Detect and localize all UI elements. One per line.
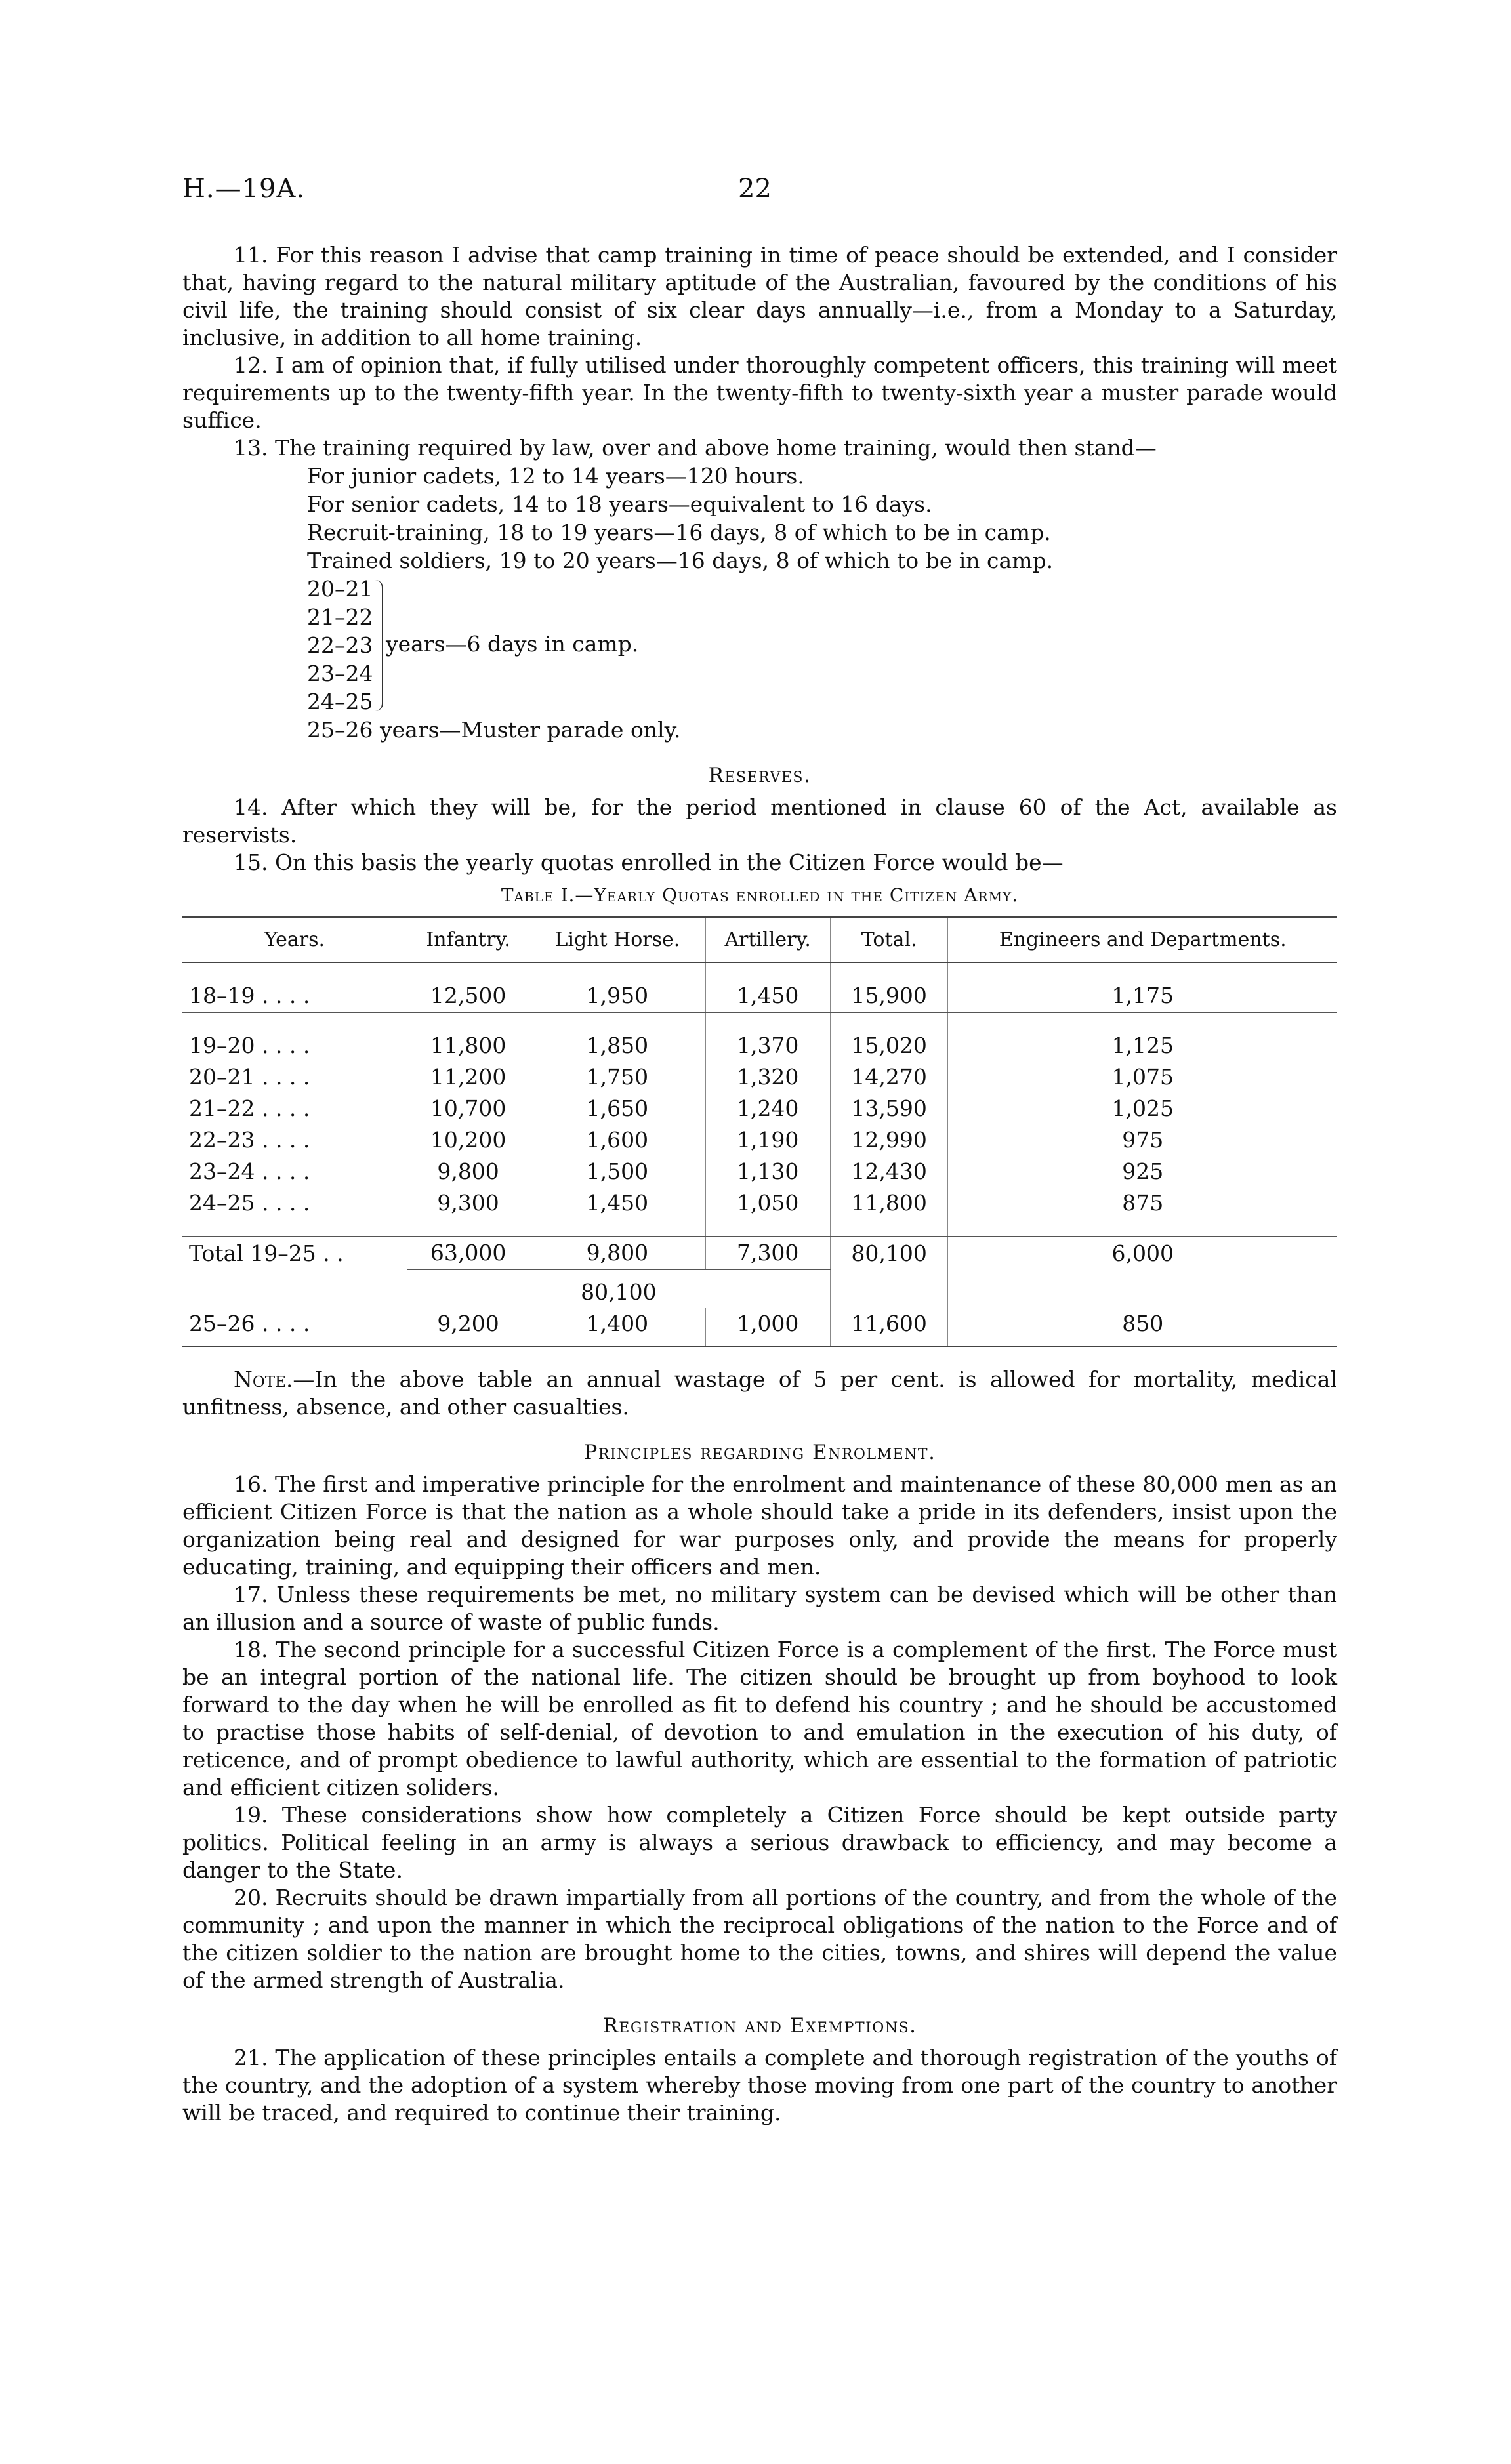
engineers-cell: 925 [948,1156,1337,1187]
artillery-cell: 1,000 [705,1308,830,1347]
document-reference: H.—19A. [182,174,306,204]
paragraph-18: 18. The second principle for a successful Citizen Force is a complement of the first. The Force must be an integral portion of the national life. The citizen should be brought up from boyhood to look forward to the day when he will be enrolled as fit to defend his country ; and he should be accustomed to practise those habits of self-denial, of devotion to and emulation in the execution of his duty, of reticence, and of prompt obedience to lawful authority, which are essential to the formation of patriotic and efficient citizen soliders. [182,1637,1337,1800]
artillery-cell: 1,320 [705,1061,830,1093]
total-cell: 13,590 [830,1093,948,1124]
light-horse-cell: 9,800 [529,1237,705,1269]
light-horse-cell: 1,500 [529,1156,705,1187]
artillery-cell: 1,370 [705,1030,830,1061]
artillery-cell: 1,240 [705,1093,830,1124]
engineers-cell: 1,175 [948,980,1337,1012]
brace [374,580,383,711]
muster-line: 25–26 years—Muster parade only. [307,717,681,743]
paragraph-17: 17. Unless these requirements be met, no military system can be devised which will be other than an illusion and a source of waste of public funds. [182,1582,1337,1635]
training-item: Trained soldiers, 19 to 20 years—16 days, 8 of which to be in camp. [307,548,1054,573]
infantry-cell: 63,000 [407,1237,529,1269]
quotas-table [182,916,1337,1347]
column-header: Total. [830,917,948,962]
table-title: Table I.—Yearly Quotas enrolled in the Citizen Army. [501,884,1019,906]
year-cell: 20–21 . . . . [189,1064,310,1090]
infantry-cell: 10,200 [407,1124,529,1156]
total-cell: 14,270 [830,1061,948,1093]
year-cell: 23–24 . . . . [189,1159,310,1184]
light-horse-cell: 1,750 [529,1061,705,1093]
infantry-cell: 12,500 [407,980,529,1012]
year-range: 22–23 [307,632,373,658]
training-item: For junior cadets, 12 to 14 years—120 hours. [307,463,804,489]
paragraph-20: 20. Recruits should be drawn impartially from all portions of the country, and from the whole of the community ; and upon the manner in which the reciprocal obligations of the nation to the Force and of the citizen soldier to the nation are brought home to the cities, towns, and shires will depend the value of the armed strength of Australia. [182,1885,1337,1993]
table-header-row [182,917,1337,962]
reserves-heading: Reserves. [708,764,812,787]
year-cell: 25–26 . . . . [182,1308,407,1347]
engineers-cell: 1,025 [948,1093,1337,1124]
bracket-total-row [182,1269,1337,1308]
artillery-cell: 7,300 [705,1237,830,1269]
total-row [182,1237,1337,1269]
year-range: 23–24 [307,661,373,686]
year-cell: Total 19–25 . . [182,1237,407,1269]
artillery-cell: 1,190 [705,1124,830,1156]
year-range: 20–21 [307,576,373,602]
total-cell: 15,020 [830,1030,948,1061]
column-header: Engineers and Departments. [948,917,1337,962]
column-header: Light Horse. [529,917,705,962]
total-cell: 80,100 [830,1237,948,1269]
infantry-cell: 9,800 [407,1156,529,1187]
light-horse-cell: 1,450 [529,1187,705,1219]
training-item: Recruit-training, 18 to 19 years—16 days, 8 of which to be in camp. [307,520,1051,545]
paragraph-11: 11. For this reason I advise that camp training in time of peace should be extended, and I consider that, having regard to the natural military aptitude of the Australian, favoured by the conditions of his civil life, the training should consist of six clear days annually—i.e., from a Monday to a Saturday, inclusive, in addition to all home training. [182,242,1337,350]
total-cell: 12,990 [830,1124,948,1156]
registration-heading: Registration and Exemptions. [602,2014,917,2038]
table-row [182,1030,1337,1061]
page-header [182,174,1337,213]
total-cell: 15,900 [830,980,948,1012]
infantry-cell: 11,200 [407,1061,529,1093]
paragraph-19: 19. These considerations show how completely a Citizen Force should be kept outside party politics. Political feeling in an army is always a serious drawback to efficiency, and may become a danger to the State. [182,1802,1337,1883]
engineers-cell: 1,125 [948,1030,1337,1061]
year-range: 21–22 [307,604,373,630]
paragraph-13: 13. The training required by law, over and above home training, would then stand— [234,435,1157,461]
column-header: Artillery. [705,917,830,962]
column-header: Infantry. [407,917,529,962]
table-row [182,1308,1337,1347]
training-list [182,462,1337,575]
note-label: Note. [234,1366,293,1392]
table-row [182,1156,1337,1187]
paragraph-14: 14. After which they will be, for the period mentioned in clause 60 of the Act, available as reservists. [182,794,1337,848]
paragraph-21: 21. The application of these principles entails a complete and thorough registration of the youths of the country, and the adoption of a system whereby those moving from one part of the country to another will be traced, and required to continue their training. [182,2045,1337,2125]
year-cell: 21–22 . . . . [189,1096,310,1121]
infantry-cell: 11,800 [407,1030,529,1061]
infantry-cell: 9,200 [407,1308,529,1347]
paragraph-15: 15. On this basis the yearly quotas enrolled in the Citizen Force would be— [234,850,1064,875]
paragraph-16: 16. The first and imperative principle for the enrolment and maintenance of these 80,000 men as an efficient Citizen Force is that the nation as a whole should take a pride in its defenders, insist upon the organization being real and designed for war purposes only, and provide the means for properly educating, training, and equipping their officers and men. [182,1471,1337,1580]
total-cell: 11,800 [830,1187,948,1219]
year-cell: 22–23 . . . . [189,1127,310,1153]
training-item: For senior cadets, 14 to 18 years—equivalent to 16 days. [307,491,932,517]
bracket-total: 80,100 [407,1269,831,1308]
table-note [182,1366,1337,1421]
year-cell: 19–20 . . . . [189,1033,310,1058]
infantry-cell: 10,700 [407,1093,529,1124]
engineers-cell: 6,000 [948,1237,1337,1269]
engineers-cell: 975 [948,1124,1337,1156]
column-header: Years. [182,917,407,962]
year-ranges-block [182,575,1337,716]
page-number: 22 [738,174,772,204]
table-row [182,1187,1337,1219]
artillery-cell: 1,130 [705,1156,830,1187]
table-row [182,1061,1337,1093]
total-cell: 12,430 [830,1156,948,1187]
light-horse-cell: 1,600 [529,1124,705,1156]
infantry-cell: 9,300 [407,1187,529,1219]
artillery-cell: 1,050 [705,1187,830,1219]
year-range: 24–25 [307,689,373,714]
light-horse-cell: 1,950 [529,980,705,1012]
total-cell: 11,600 [830,1308,948,1347]
engineers-cell: 875 [948,1187,1337,1219]
light-horse-cell: 1,650 [529,1093,705,1124]
year-ranges-note: years—6 days in camp. [386,631,639,657]
table-row [182,980,1337,1012]
table-row [182,1093,1337,1124]
year-cell: 24–25 . . . . [189,1190,310,1216]
light-horse-cell: 1,400 [529,1308,705,1347]
year-cell: 18–19 . . . . [189,983,310,1008]
light-horse-cell: 1,850 [529,1030,705,1061]
engineers-cell: 1,075 [948,1061,1337,1093]
note-text: —In the above table an annual wastage of 5 per cent. is allowed for mortality, medical unfitness, absence, and other casualties. [182,1366,1337,1420]
artillery-cell: 1,450 [705,980,830,1012]
paragraph-12: 12. I am of opinion that, if fully utilised under thoroughly competent officers, this training will meet requirements up to the twenty-fifth year. In the twenty-fifth to twenty-sixth year a muster parade would suffice. [182,352,1337,433]
principles-heading: Principles regarding Enrolment. [583,1441,936,1464]
document-body [182,241,1337,2127]
table-row [182,1124,1337,1156]
engineers-cell: 850 [948,1308,1337,1347]
